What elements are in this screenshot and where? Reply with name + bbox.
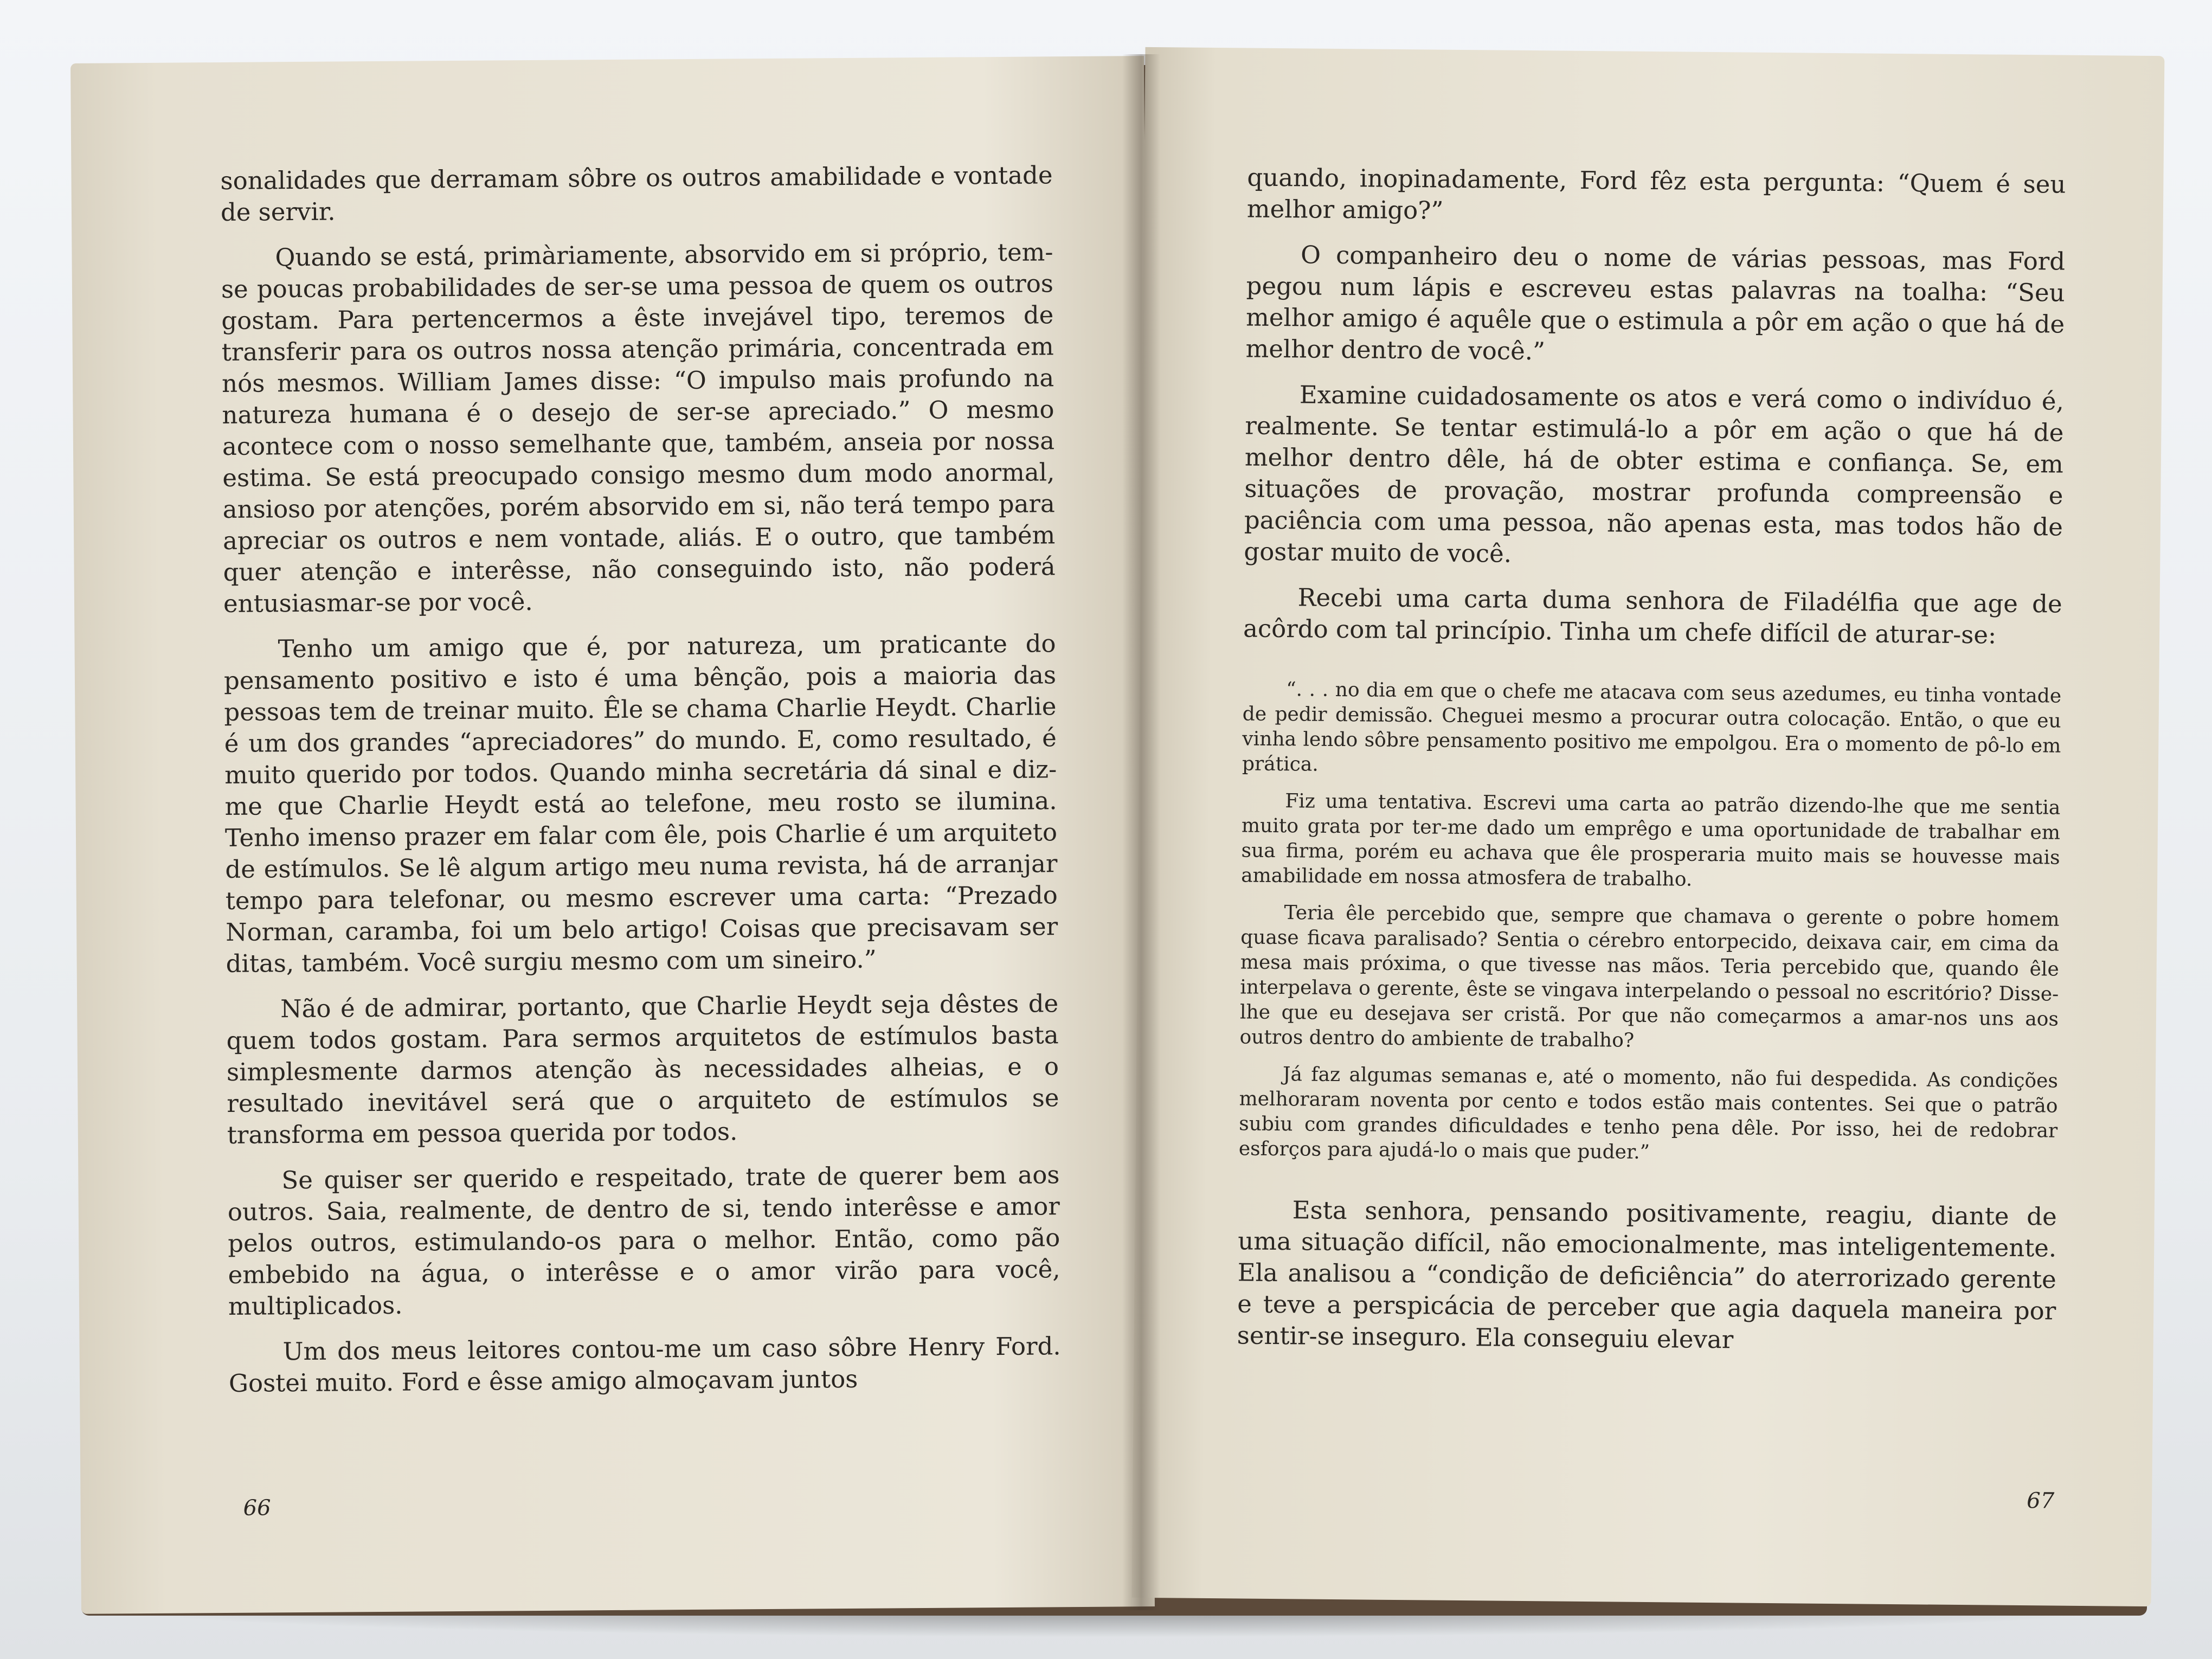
paragraph: quando, inopinadamente, Ford fêz esta pergunta: “Quem é seu melhor amigo?” (1246, 163, 2066, 225)
quote-paragraph: Fiz uma tentativa. Escrevi uma carta ao patrão dizendo-lhe que me sentia muito grata por ter-me dado um emprêgo e uma oportunidade de trabalhar em sua firma, porém eu achava que êle prosperaria muito mais se houvesse mais amabilidade em nossa atmosfera de trabalho. (1241, 790, 2061, 891)
paragraph: sonalidades que derramam sôbre os outros amabilidade e vontade de servir. (220, 160, 1053, 227)
left-page (70, 56, 1155, 1614)
page-number: 66 (243, 1495, 271, 1521)
paragraph: Se quiser ser querido e respeitado, trate de querer bem aos outros. Saia, realmente, de dentro de si, tendo interêsse e amor pelos outros, estimulando-os para o melhor. Então, como pão embebido na água, o interêsse e o amor virão para você, multiplicados. (227, 1160, 1060, 1321)
paragraph: Não é de admirar, portanto, que Charlie Heydt seja dêstes de quem todos gostam. Para sermos arquitetos de estímulos basta simplesmente darmos atenção às necessidades alheias, e o resultado inevitável será que o arquiteto de estímulos se transforma em pessoa querida por todos. (226, 989, 1059, 1149)
page-number: 67 (2027, 1488, 2055, 1514)
paragraph: Examine cuidadosamente os atos e verá como o indivíduo é, realmente. Se tentar estimulá-lo a pôr em ação o que há de melhor dentro dêle, há de obter estima e confiança. Se, em situações de provação, mostrar profunda compreensão e paciência com uma pessoa, não apenas esta, mas todos hão de gostar muito de você. (1244, 380, 2065, 568)
letter-quote (1239, 677, 2062, 1168)
paragraph: Esta senhora, pensando positivamente, reagiu, diante de uma situação difícil, não emocionalmente, mas inteligentemente. Ela analisou a “condição de deficiência” do aterrorizado gerente e teve a perspicácia de perceber que agia daquela maneira por sentir-se inseguro. Ela conseguiu elevar (1237, 1195, 2057, 1354)
right-page (1132, 47, 2165, 1606)
quote-paragraph: Teria êle percebido que, sempre que chamava o gerente o pobre homem quase ficava paralisado? Sentia o cérebro entorpecido, deixava cair, em cima da mesa mais próxima, o que tivesse nas mãos. Teria percebido que, quando êle interpelava o gerente, êste se vingava interpelando o pessoal no escritório? Disse-lhe que eu desejava ser cristã. Por que não começarmos a amar-nos uns aos outros dentro do ambiente de trabalho? (1239, 902, 2060, 1052)
paragraph: Um dos meus leitores contou-me um caso sôbre Henry Ford. Gostei muito. Ford e êsse amigo almoçavam juntos (228, 1332, 1061, 1398)
quote-paragraph: Já faz algumas semanas e, até o momento, não fui despedida. As condições melhoraram noventa por cento e todos estão mais contentes. Sei que o patrão subiu com grandes dificuldades e tenho pena dêle. Por isso, hei de redobrar esforços para ajudá-lo o mais que puder.” (1238, 1063, 2059, 1164)
quote-paragraph: “. . . no dia em que o chefe me atacava com seus azedumes, eu tinha vontade de pedir demissão. Cheguei mesmo a procurar outra colocação. Então, o que eu vinha lendo sôbre pensamento positivo me empolgou. Era o momento de pô-lo em prática. (1242, 678, 2062, 776)
paragraph: O companheiro deu o nome de várias pessoas, mas Ford pegou num lápis e escreveu estas palavras na toalha: “Seu melhor amigo é aquêle que o estimula a pôr em ação o que há de melhor dentro de você.” (1245, 240, 2066, 366)
paragraph: Recebi uma carta duma senhora de Filadélfia que age de acôrdo com tal princípio. Tinha um chefe difícil de aturar-se: (1243, 583, 2062, 650)
paragraph: Tenho um amigo que é, por natureza, um praticante do pensamento positivo e isto é uma bênção, pois a maioria das pessoas tem de treinar muito. Êle se chama Charlie Heydt. Charlie é um dos grandes “apreciadores” do mundo. E, como resultado, é muito querido por todos. Quando minha secretária dá sinal e diz-me que Charlie Heydt está ao telefone, meu rosto se ilumina. Tenho imenso prazer em falar com êle, pois Charlie é um arquiteto de estímulos. Se lê algum artigo meu numa revista, há de arranjar tempo para telefonar, ou mesmo escrever uma carta: “Prezado Norman, caramba, foi um belo artigo! Coisas que precisavam ser ditas, também. Você surgiu mesmo com um sineiro.” (223, 629, 1058, 978)
paragraph: Quando se está, primàriamente, absorvido em si próprio, tem-se poucas probabilidades de ser-se uma pessoa de quem os outros gostam. Para pertencermos a êste invejável tipo, teremos de transferir para os outros nossa atenção primária, concentrada em nós mesmos. William James disse: “O impulso mais profundo na natureza humana é o desejo de ser-se apreciado.” O mesmo acontece com o nosso semelhante que, também, anseia por nossa estima. Se está preocupado consigo mesmo dum modo anormal, ansioso por atenções, porém absorvido em si, não terá tempo para apreciar os outros e nem vontade, aliás. E o outro, que também quer atenção e interêsse, não conseguindo isto, não poderá entusiasmar-se por você. (221, 237, 1056, 619)
book-gutter (1122, 54, 1160, 1610)
